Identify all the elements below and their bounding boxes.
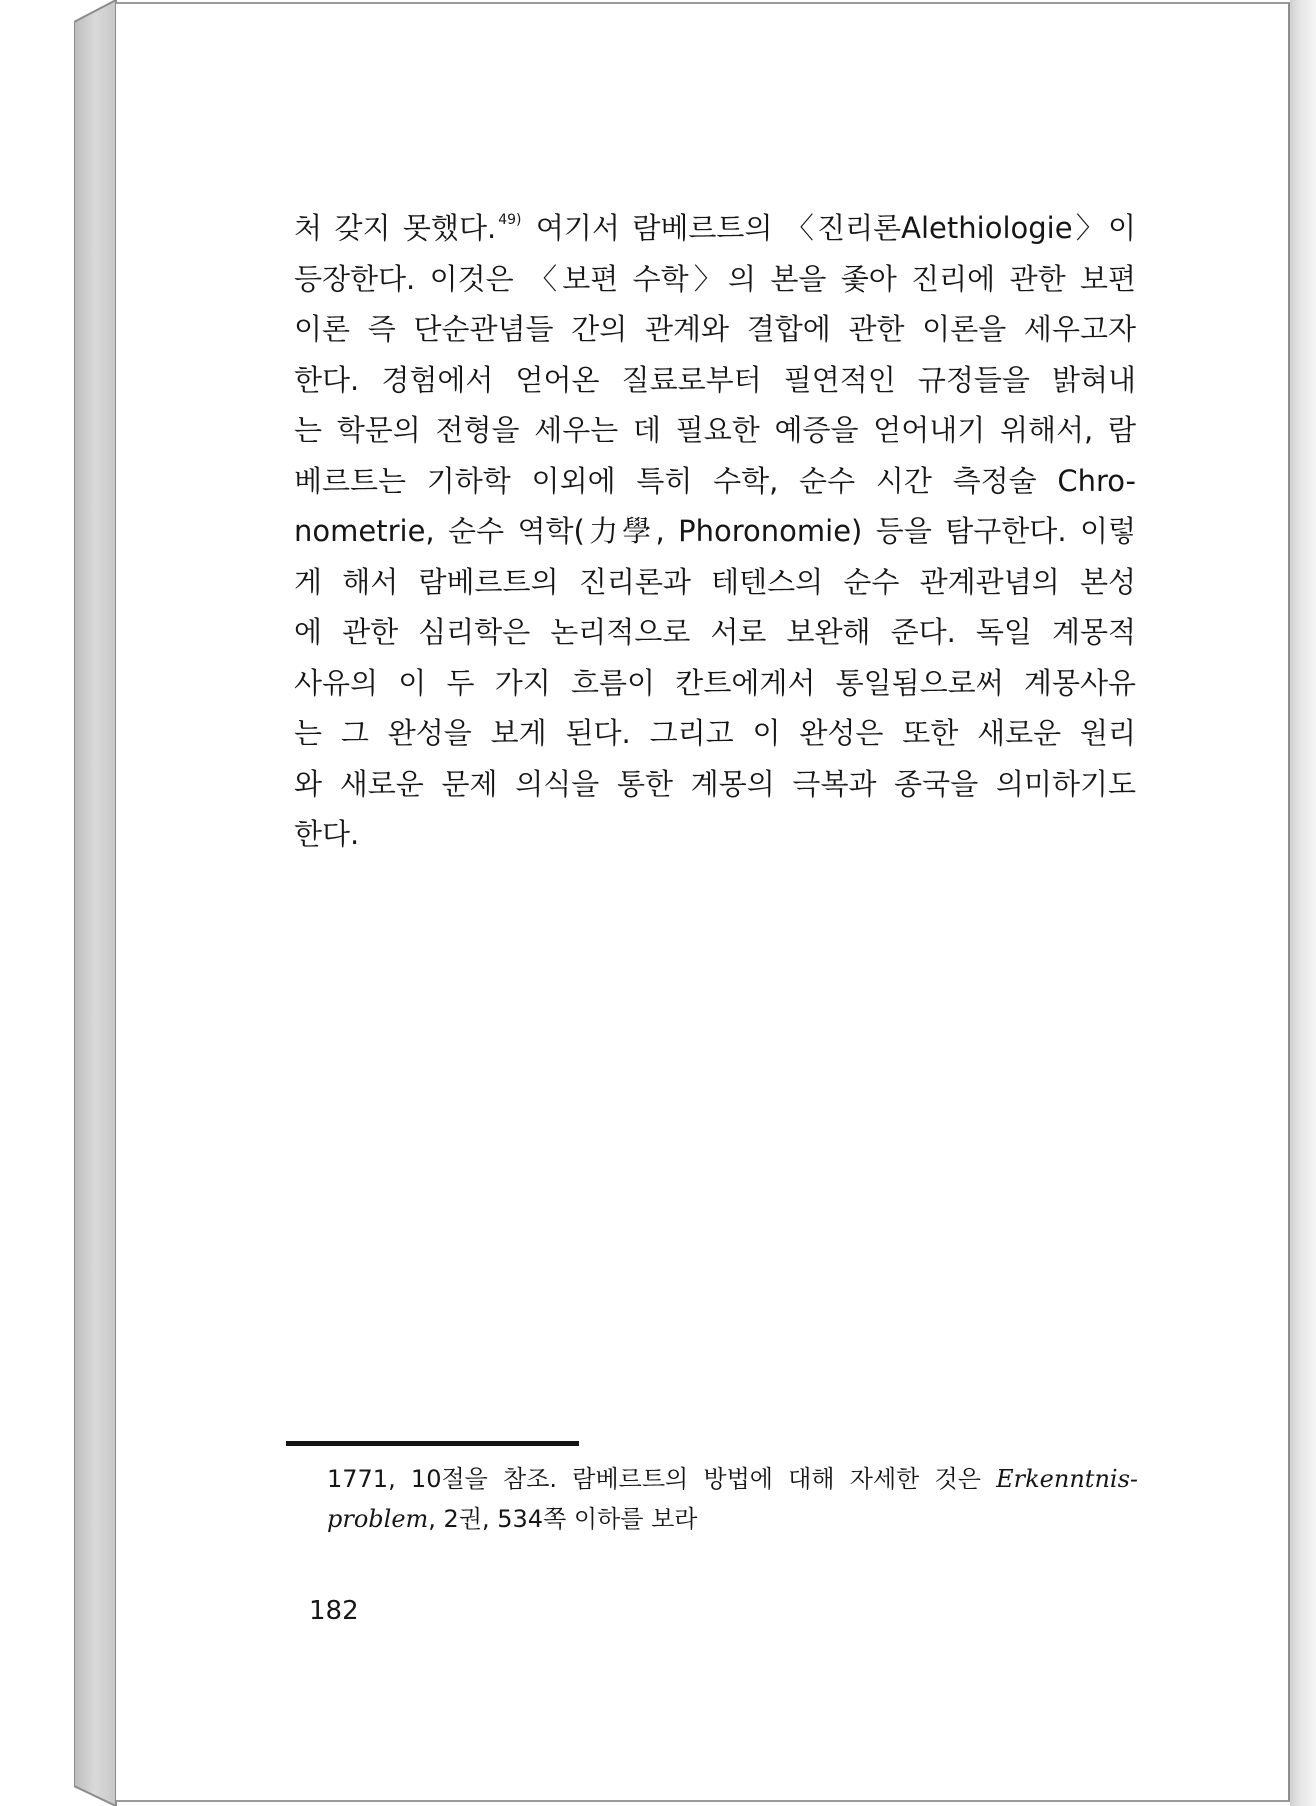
footnote-marker: 49) [498, 212, 522, 228]
text-line: 한다. [294, 817, 360, 851]
footnote-text: , 2권, 534쪽 이하를 보라 [428, 1505, 698, 1533]
text-line: 등장한다. 이것은 〈보편 수학〉의 본을 좇아 진리에 관한 보편 [294, 261, 1136, 296]
text-line: 사유의 이 두 가지 흐름이 칸트에게서 통일됨으로써 계몽사유 [294, 665, 1136, 700]
text-line: 베르트는 기하학 이외에 특히 수학, 순수 시간 측정술 Chro- [294, 463, 1136, 498]
text-segment: 처 갖지 못했다. [294, 211, 497, 245]
text-line: 와 새로운 문제 의식을 통한 계몽의 극복과 종국을 의미하기도 [294, 766, 1136, 801]
book-title: Erkenntnis- [996, 1465, 1138, 1493]
book-edge-shadow [1290, 0, 1316, 1806]
text-line: 게 해서 람베르트의 진리론과 테텐스의 순수 관계관념의 본성 [294, 564, 1136, 599]
page-number: 182 [309, 1596, 359, 1626]
text-line: 이론 즉 단순관념들 간의 관계와 결합에 관한 이론을 세우고자 [294, 312, 1136, 346]
footnote-line [327, 1499, 1138, 1539]
text-line [294, 203, 1136, 254]
footnote-text: 1771, 10절을 참조. 람베르트의 방법에 대해 자세한 것은 [327, 1465, 997, 1493]
footnote-line [327, 1459, 1138, 1499]
footnote-separator [286, 1441, 579, 1446]
text-line: nometrie, 순수 역학(力學, Phoronomie) 등을 탐구한다. 이렇 [294, 514, 1136, 548]
text-line: 한다. 경험에서 얻어온 질료로부터 필연적인 규정들을 밝혀내 [294, 362, 1136, 397]
text-line: 는 그 완성을 보게 된다. 그리고 이 완성은 또한 새로운 원리 [294, 716, 1136, 750]
text-segment: 여기서 람베르트의 〈진리론Alethiologie〉이 [523, 211, 1136, 245]
body-paragraph [294, 203, 1136, 860]
book-title: problem [327, 1505, 429, 1533]
footnote [327, 1459, 1138, 1539]
book-edge-left [74, 0, 118, 1806]
text-line: 는 학문의 전형을 세우는 데 필요한 예증을 얻어내기 위해서, 람 [294, 413, 1136, 447]
text-line: 에 관한 심리학은 논리적으로 서로 보완해 준다. 독일 계몽적 [294, 615, 1136, 649]
